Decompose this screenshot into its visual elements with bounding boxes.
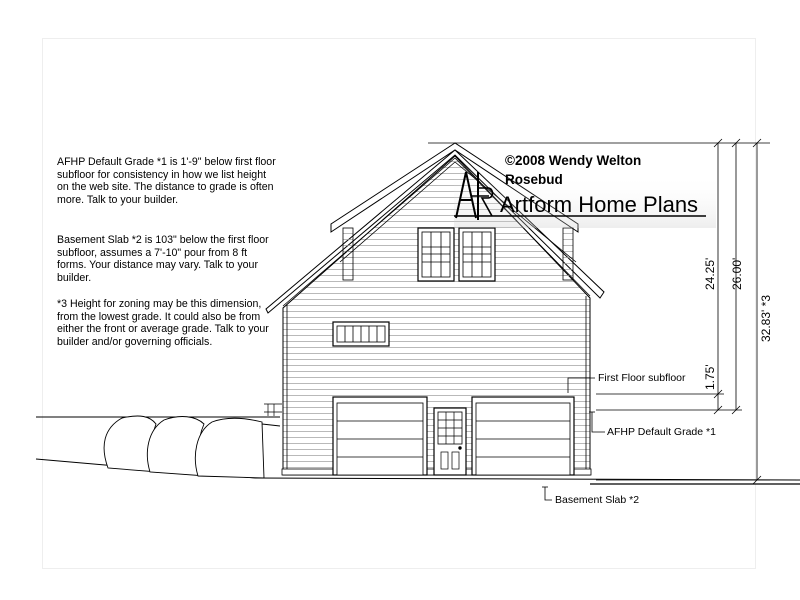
stair-railing [264, 404, 282, 416]
grade-note: AFHP Default Grade *1 is 1'-9" below first floor subfloor for consistency in how we list height on the web site. The distance to grade is often more. Talk to your builder. [57, 156, 276, 206]
dimension-32-83: 32.83' *3 [759, 295, 773, 342]
default-grade-label: AFHP Default Grade *1 [607, 426, 716, 438]
copyright-line-1: ©2008 Wendy Welton [505, 153, 642, 168]
basement-slab-label: Basement Slab *2 [555, 494, 640, 506]
brand-name: Artform Home Plans [500, 192, 699, 217]
transom-window [333, 322, 389, 346]
dimension-24-25: 24.25' [703, 257, 717, 290]
garage-door-right [472, 397, 574, 475]
first-floor-subfloor-label: First Floor subfloor [598, 372, 686, 384]
garage-door-left [333, 397, 427, 475]
dimension-26-00: 26.00' [730, 257, 744, 290]
zoning-note: *3 Height for zoning may be this dimension, from the lowest grade. It could also be from either the front or average grade. Talk to your builder and/or governing officials. [57, 298, 269, 348]
upper-window-left [418, 228, 454, 281]
upper-window-right [459, 228, 495, 281]
entry-door [434, 408, 466, 475]
boulder-wall [104, 416, 280, 478]
slab-note: Basement Slab *2 is 103" below the first floor subfloor, assumes a 7'-10" pour from 8 ft forms. Your distance may vary. Talk to your builder. [57, 234, 269, 284]
dimension-1-75: 1.75' [703, 364, 717, 390]
callout-default-grade [589, 412, 605, 432]
copyright-line-2: Rosebud [505, 172, 563, 187]
callout-basement-slab [542, 487, 552, 500]
